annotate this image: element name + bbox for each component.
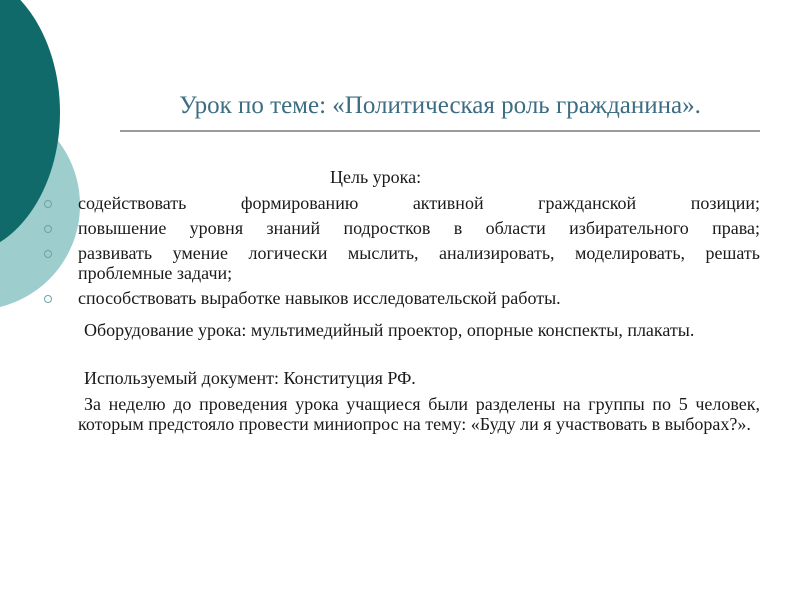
slide-title: Урок по теме: «Политическая роль гражданина».: [179, 92, 701, 119]
equipment-paragraph: Оборудование урока: мультимедийный проектор, опорные конспекты, плакаты.: [84, 320, 695, 340]
bullet-circle-icon: [44, 250, 52, 258]
preparation-paragraph: За неделю до проведения урока учащиеся были разделены на группы по 5 человек, которым предстояло провести миниопрос на тему: «Буду ли я участвовать в выборах?».: [78, 394, 760, 434]
bullet-circle-icon: [44, 295, 52, 303]
goal-heading: Цель урока:: [330, 167, 422, 187]
bullet-circle-icon: [44, 200, 52, 208]
goal-item: [44, 193, 760, 213]
bullet-circle-icon: [44, 225, 52, 233]
goal-text: развивать умение логически мыслить, анализировать, моделировать, решать проблемные задачи;: [78, 243, 760, 283]
goal-text: содействовать формированию активной гражданской позиции;: [78, 193, 760, 213]
goal-text: способствовать выработке навыков исследовательской работы.: [78, 288, 561, 308]
goal-item: [44, 218, 760, 238]
goals-list: [44, 193, 760, 313]
goal-item: [44, 243, 760, 283]
goal-text: повышение уровня знаний подростков в области избирательного права;: [78, 218, 760, 238]
document-paragraph: Используемый документ: Конституция РФ.: [84, 368, 416, 388]
title-divider: [120, 130, 760, 132]
goal-item: [44, 288, 760, 308]
